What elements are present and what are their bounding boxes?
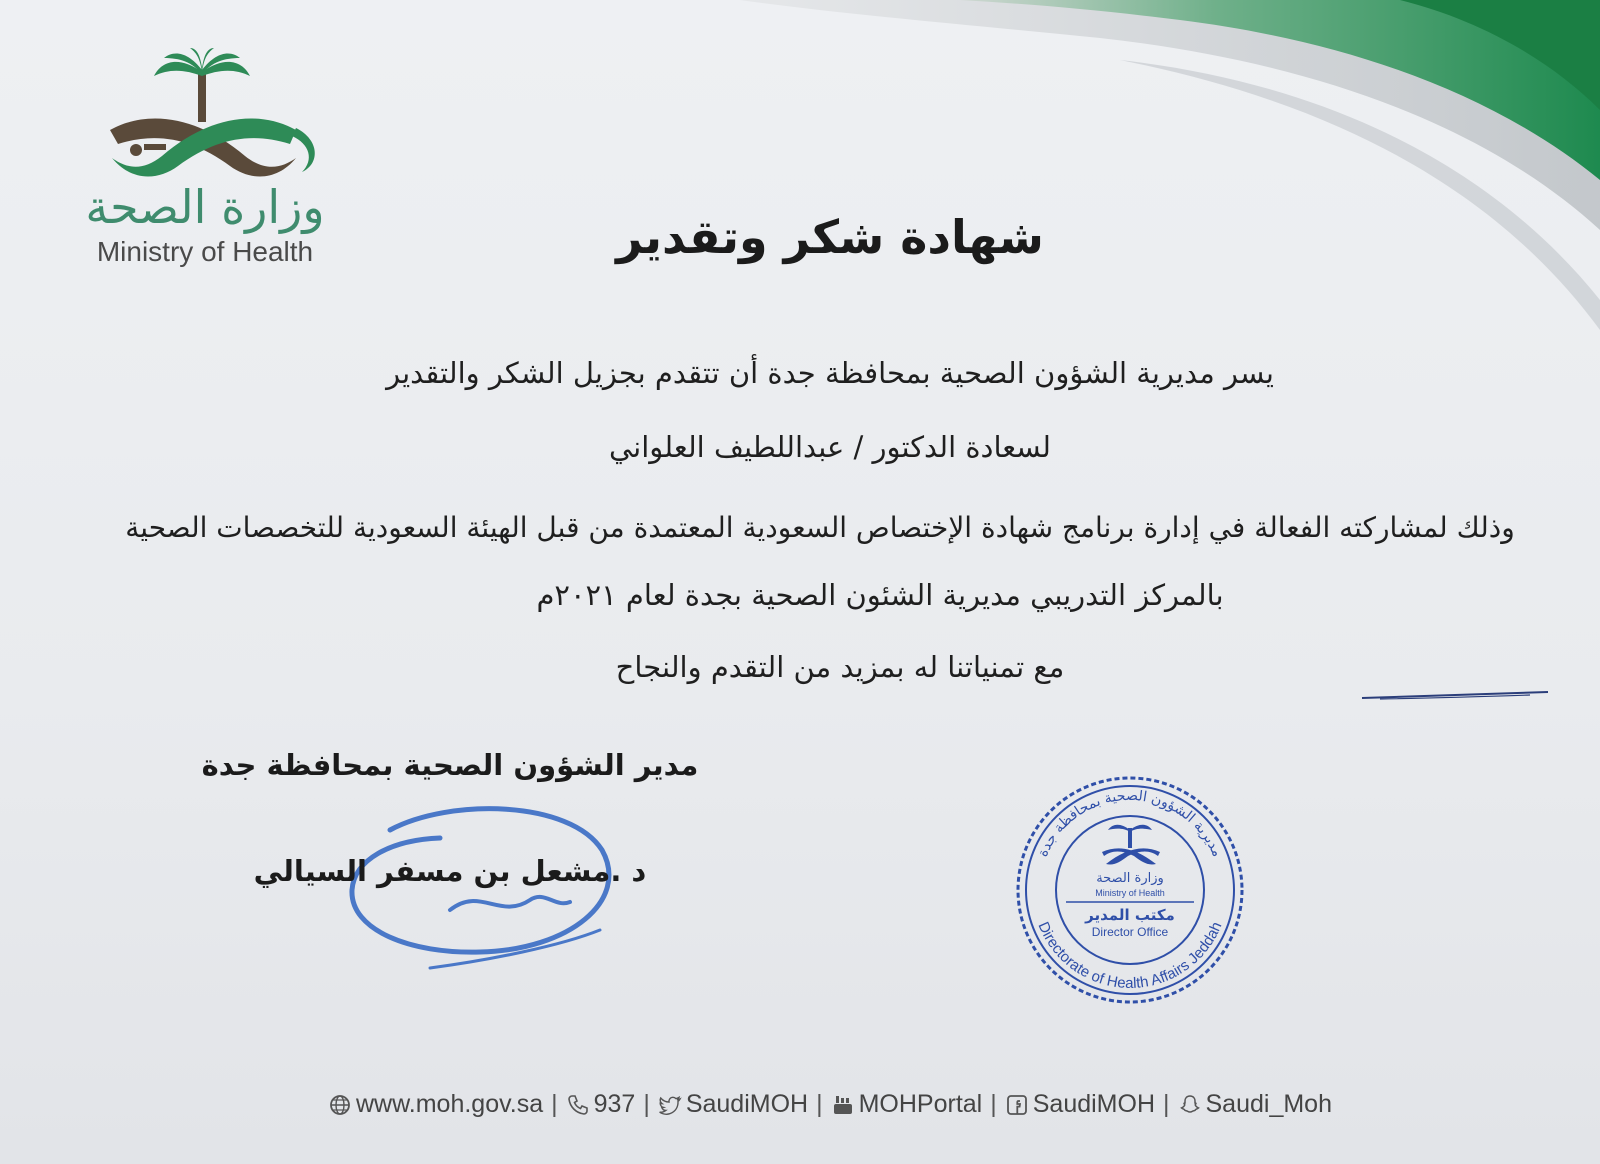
footer-contact-bar <box>320 1090 1340 1119</box>
footer-facebook-label: SaudiMOH <box>1032 1090 1155 1118</box>
corner-swoosh-decoration <box>400 0 1600 340</box>
pen-stroke-mark <box>1360 690 1550 702</box>
footer-twitter[interactable] <box>652 1090 814 1119</box>
youtube-icon <box>831 1093 855 1117</box>
body-line-4: بالمركز التدريبي مديرية الشئون الصحية بجدة لعام ٢٠٢١م <box>536 578 1224 612</box>
snapchat-icon <box>1178 1093 1202 1117</box>
svg-text:مديرية الشؤون الصحية بمحافظة ج: مديرية الشؤون الصحية بمحافظة جدة <box>1034 787 1226 860</box>
twitter-icon <box>658 1093 682 1117</box>
svg-text:Ministry of Health: Ministry of Health <box>1095 888 1165 898</box>
svg-text:Director Office: Director Office <box>1091 925 1169 939</box>
phone-icon <box>566 1093 590 1117</box>
official-stamp <box>1010 770 1250 1010</box>
footer-youtube-label: MOHPortal <box>858 1090 983 1118</box>
footer-separator: | <box>551 1090 558 1118</box>
footer-facebook[interactable] <box>999 1090 1161 1119</box>
svg-text:مكتب المدير: مكتب المدير <box>1085 906 1175 924</box>
footer-separator: | <box>643 1090 650 1118</box>
globe-icon <box>328 1093 352 1117</box>
footer-twitter-label: SaudiMOH <box>685 1090 809 1118</box>
logo-text-arabic: وزارة الصحة <box>85 180 325 234</box>
footer-snapchat-label: Saudi_Moh <box>1205 1090 1332 1118</box>
svg-text:وزارة الصحة: وزارة الصحة <box>1096 871 1164 886</box>
svg-text:Directorate of Health Affairs: Directorate of Health Affairs Jeddah <box>1034 919 1226 992</box>
signatory-role: مدير الشؤون الصحية بمحافظة جدة <box>201 748 699 782</box>
footer-snapchat[interactable] <box>1172 1090 1338 1119</box>
footer-separator: | <box>1163 1090 1170 1118</box>
footer-website[interactable] <box>322 1090 549 1119</box>
certificate-title: شهادة شكر وتقدير <box>616 210 1044 264</box>
facebook-icon <box>1005 1093 1029 1117</box>
footer-separator: | <box>990 1090 997 1118</box>
footer-separator: | <box>816 1090 823 1118</box>
body-line-2: لسعادة الدكتور / عبداللطيف العلواني <box>608 430 1052 464</box>
footer-phone-label: 937 <box>593 1090 636 1118</box>
logo-text-english: Ministry of Health <box>96 236 314 267</box>
footer-phone[interactable] <box>560 1090 642 1119</box>
footer-youtube[interactable] <box>825 1090 989 1119</box>
body-line-5: مع تمنياتنا له بمزيد من التقدم والنجاح <box>615 650 1065 684</box>
footer-website-label: www.moh.gov.sa <box>356 1090 544 1118</box>
body-line-3: وذلك لمشاركته الفعالة في إدارة برنامج شهادة الإختصاص السعودية المعتمدة من قبل الهيئة السعودية للتخصصات الصحية <box>125 511 1515 544</box>
body-line-1: يسر مديرية الشؤون الصحية بمحافظة جدة أن تتقدم بجزيل الشكر والتقدير <box>386 356 1274 390</box>
signatory-name: د .مشعل بن مسفر السيالي <box>253 854 647 888</box>
